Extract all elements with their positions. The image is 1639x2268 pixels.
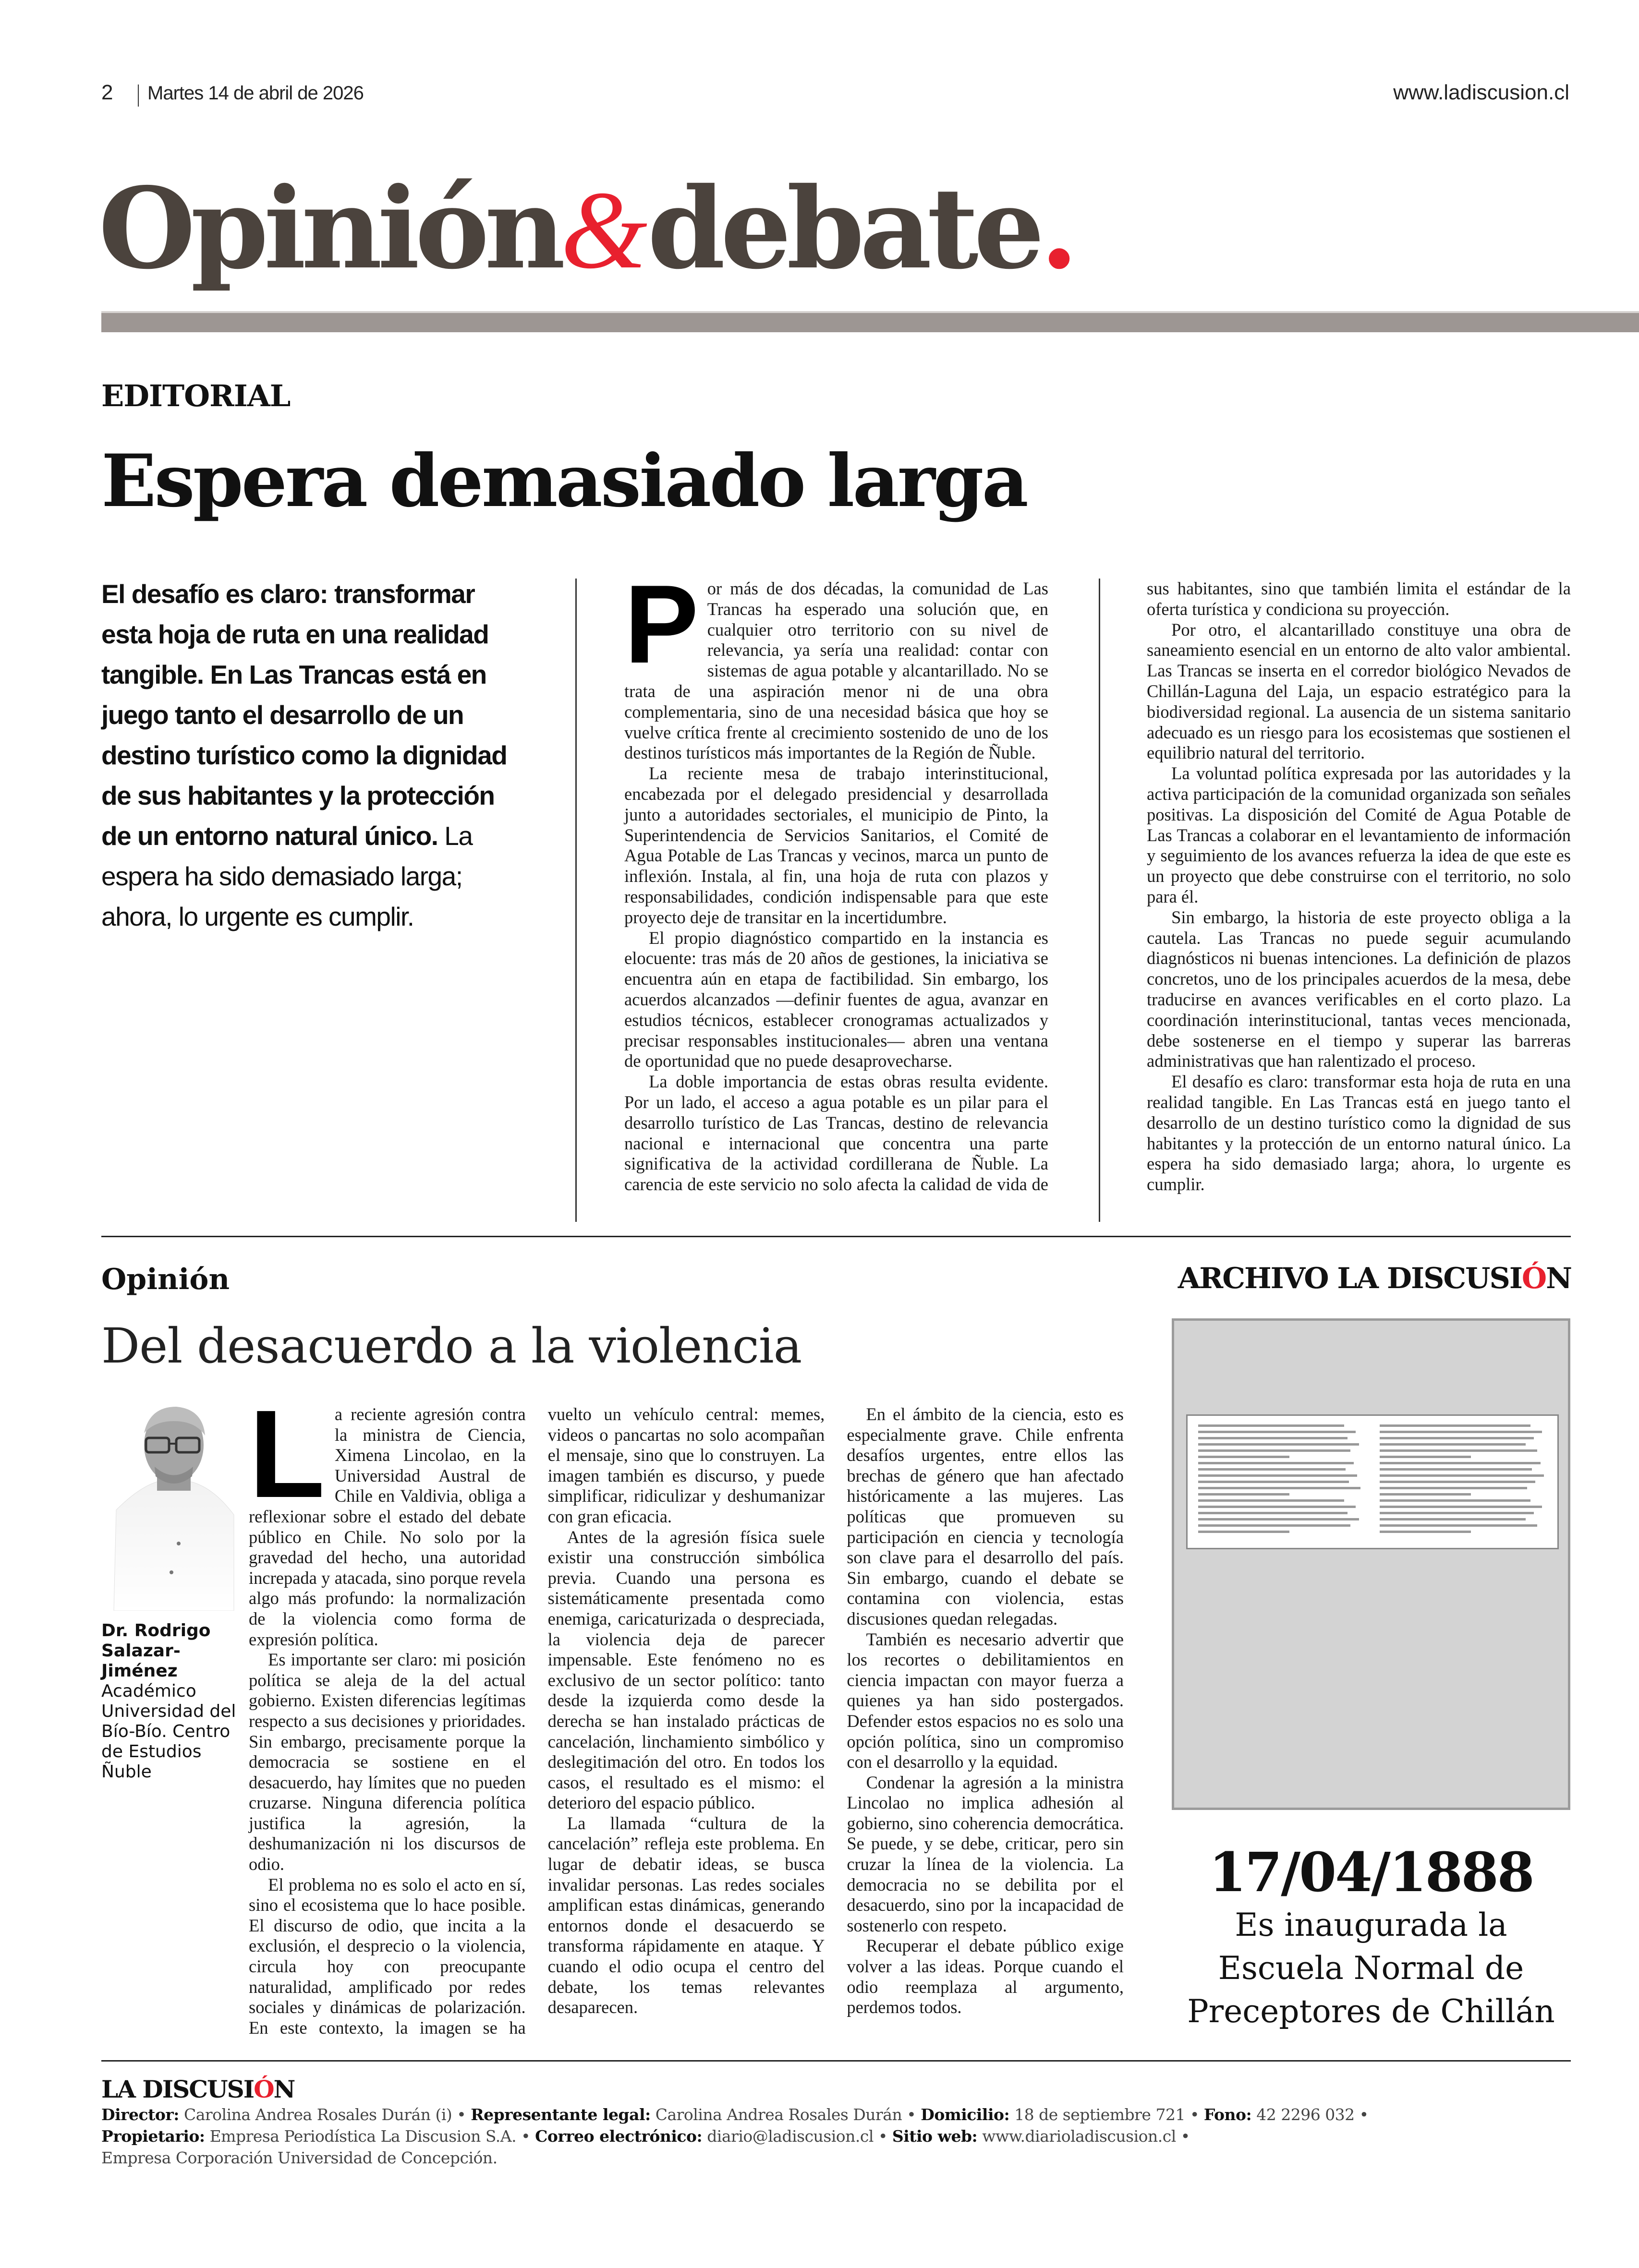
clipping-text-line [1380, 1499, 1530, 1502]
section-title-dot: . [1040, 163, 1074, 294]
label: Propietario: [101, 2127, 205, 2146]
masthead-line-1: Director: Carolina Andrea Rosales Durán (i) • Representante legal: Carolina Andrea Rosales Durán • Domicilio: 18 de septiembre 721 • Fono: 42 2296 032 • [101, 2105, 1369, 2124]
clipping-text-line [1198, 1468, 1346, 1471]
owner: Empresa Periodística La Discusion S.A. [209, 2127, 517, 2146]
archive-clipping-image [1172, 1318, 1570, 1810]
phone: 42 2296 032 [1256, 2105, 1355, 2124]
clipping-text-line [1198, 1456, 1289, 1458]
section-divider-bar [101, 311, 1639, 332]
clipping-text-line [1380, 1524, 1537, 1527]
clipping-text-line [1198, 1499, 1344, 1502]
editorial-paragraph: La reciente mesa de trabajo interinstitucional, encabezada por el delegado presidencial y desarrollada junto a autoridades sectoriales, el municipio de Pinto, la Superintendencia de Servicios Sanitarios, el Comité de Agua Potable de Las Trancas y vecinos, marca un punto de inflexión. Instala, al fin, una hoja de ruta con plazos y responsabilidades, condición indispensable para que este proyecto deje de transitar en la incertidumbre. [624, 763, 1048, 927]
drop-cap: L [249, 1385, 325, 1524]
clipping-text-line [1380, 1493, 1471, 1496]
clipping-text-line [1380, 1506, 1542, 1508]
caption-line: Es inaugurada la [1235, 1906, 1507, 1943]
legal-representative: Carolina Andrea Rosales Durán [655, 2105, 902, 2124]
clipping-text-line [1380, 1456, 1471, 1458]
page-number: 2 [101, 81, 113, 104]
clipping-text-line [1380, 1531, 1471, 1533]
opinion-paragraph: Antes de la agresión física suele existir una construcción simbólica previa. Cuando una persona es sistemáticamente presentada como enemiga, caricaturizada o despreciada, la violencia deja de parecer impensable. Este fenómeno no es exclusivo de un sector político: tanto desde la izquierda como desde la derecha se han instalado prácticas de cancelación, linchamiento simbólico y deslegitimación del otro. En todos los casos, el resultado es el mismo: el deterioro del espacio público. [547, 1527, 825, 1813]
clipping-text-line [1198, 1449, 1350, 1452]
opinion-paragraph: La llamada “cultura de la cancelación” refleja este problema. En lugar de debatir ideas, se busca invalidar personas. Las redes sociales amplifican estas dinámicas, generando entornos donde el desacuerdo se transforma rápidamente en ataque. Y cuando el odio ocupa el centro del debate, los temas relevantes desaparecen. [547, 1813, 825, 2017]
page-header [101, 81, 1569, 109]
archive-title-end: N [1546, 1262, 1571, 1295]
editorial-headline: Espera demasiado larga [101, 439, 1027, 523]
editorial-lede [101, 574, 524, 937]
opinion-paragraph: Es importante ser claro: mi posición política se aleja de la del actual gobierno. Existen diferencias legítimas respecto a sus decisiones y prioridades. Sin embargo, precisamente porque la democracia se sostiene en el desacuerdo, hay límites que no pueden cruzarse. Ninguna diferencia política justifica la agresión, la deshumanización ni los discursos de odio. [249, 1650, 526, 1874]
section-title-debate: debate [647, 163, 1040, 294]
clipping-text-line [1198, 1493, 1289, 1496]
editorial-paragraph: El propio diagnóstico compartido en la instancia es elocuente: tras más de 20 años de gestiones, la iniciativa se encuentra aún en etapa de factibilidad. Sin embargo, los acuerdos alcanzados —definir fuentes de agua, avanzar en estudios técnicos, establecer cronogramas actualizados y precisar responsables institucionales— abren una ventana de oportunidad que no puede desaprovecharse. [624, 928, 1048, 1071]
section-title-opinion: Opinión [98, 163, 561, 294]
paragraph-text: a reciente agresión contra la ministra de Ciencia, Ximena Lincolao, en la Universidad Austral de Chile en Valdivia, obliga a reflexionar sobre el estado del debate público en Chile. No solo por la gravedad del hecho, una autoridad increpada y atacada, sino porque revela algo más profundo: la normalización de la violencia como forma de expresión política. [249, 1404, 526, 1649]
opinion-headline: Del desacuerdo a la violencia [101, 1318, 802, 1374]
author-name: Dr. Rodrigo [101, 1621, 211, 1641]
clipping-text-line [1380, 1443, 1526, 1446]
clipping-text-line [1198, 1474, 1357, 1477]
logo-text: LA DISCUSI [101, 2075, 254, 2103]
clipping-text-line [1198, 1512, 1348, 1514]
clipping-text-line [1380, 1474, 1544, 1477]
footer-logo [101, 2075, 294, 2103]
logo-accent: Ó [254, 2075, 274, 2103]
label: Correo electrónico: [535, 2127, 703, 2146]
header-divider [138, 84, 139, 107]
clipping-text-line [1198, 1518, 1359, 1520]
opinion-paragraph: El problema no es solo el acto en sí, sino el ecosistema que lo hace posible. El discurso de odio, que incita a la exclusión, el desprecio o la violencia, circula hoy con preocupante naturalidad, amplificado por redes sociales y dinámicas de polarización. En este contexto, la imagen se ha vuelto un vehículo central: memes, videos o pancartas no solo acompañan el mensaje, sino que lo construyen. La imagen también es discurso, y puede simplificar, ridiculizar y deshumanizar con gran eficacia. [249, 1404, 825, 2038]
section-title [98, 163, 1074, 294]
clipping-text-line [1198, 1531, 1289, 1533]
paragraph-text: or más de dos décadas, la comunidad de Las Trancas ha esperado una solución que, en cualquier otro territorio con su nivel de relevancia, ya sería una realidad: contar con sistemas de agua potable y alcantarillado. No se trata de una aspiración menor ni de una obra complementaria, sino de una necesidad básica que hoy se vuelve crítica frente al crecimiento sostenido de uno de los destinos turísticos más importantes de la Región de Ñuble. [624, 579, 1048, 763]
author-affiliation: Académico Universidad del Bío-Bío. Centro de Estudios Ñuble [101, 1681, 236, 1782]
editorial-kicker: EDITORIAL [101, 378, 291, 413]
section-title-ampersand: & [560, 169, 648, 292]
author-photo [111, 1399, 236, 1611]
opinion-paragraph: Recuperar el debate público exige volver a las ideas. Porque cuando el odio reemplaza al argumento, perdemos todos. [847, 1936, 1124, 2017]
footer-rule [101, 2060, 1571, 2062]
author-byline [101, 1621, 241, 1782]
column-rule [575, 579, 577, 1222]
clipping-text-line [1380, 1518, 1526, 1520]
clipping-column [1380, 1424, 1545, 1537]
label: Sitio web: [892, 2127, 978, 2146]
archive-title-accent: Ó [1521, 1262, 1546, 1295]
clipping-text-line [1198, 1524, 1350, 1527]
section-rule [101, 1236, 1571, 1237]
lede-bold: El desafío es claro: transformar esta hoja de ruta en una realidad tangible. En Las Trancas está en juego tanto el desarrollo de un destino turístico como la dignidad de sus habitantes y la protección de un entorno natural único. [101, 579, 507, 851]
opinion-paragraph: En el ámbito de la ciencia, esto es especialmente grave. Chile enfrenta desafíos urgentes, entre ellos las brechas de género que han afectado históricamente a las mujeres. Las políticas que promueven su participación en ciencia y tecnología son clave para el desarrollo del país. Sin embargo, cuando el debate se contamina con violencia, estas discusiones quedan relegadas. [847, 1404, 1124, 1629]
clipping-column [1198, 1424, 1364, 1537]
archive-caption [1172, 1904, 1570, 2033]
clipping-text-line [1198, 1424, 1344, 1427]
label: Representante legal: [471, 2105, 651, 2124]
editorial-paragraph: Por otro, el alcantarillado constituye una obra de saneamiento esencial en un entorno de alto valor ambiental. Las Trancas se inserta en el corredor biológico Nevados de Chillán-Laguna del Laja, un espacio estratégico para la biodiversidad regional. La ausencia de un sistema sanitario adecuado es un riesgo para los ecosistemas que sostienen el equilibrio natural del territorio. [1147, 619, 1571, 763]
address: 18 de septiembre 721 [1014, 2105, 1185, 2124]
clipping-text-line [1198, 1481, 1349, 1483]
website-link[interactable]: www.diarioladiscusion.cl [982, 2127, 1176, 2146]
archive-title [1178, 1262, 1571, 1295]
clipping-text-line [1380, 1487, 1527, 1489]
director: Carolina Andrea Rosales Durán (i) [183, 2105, 452, 2124]
clipping-text-line [1198, 1437, 1348, 1439]
clipping-text-line [1198, 1506, 1356, 1508]
editorial-body [624, 562, 1571, 1222]
issue-date: Martes 14 de abril de 2026 [147, 83, 364, 104]
clipping-text-line [1380, 1481, 1535, 1483]
opinion-paragraph: También es necesario advertir que los recortes o debilitamientos en ciencia impactan con mayor fuerza a quienes ya han sido postergados. Defender estos espacios no es solo una opción política, sino un compromiso con el desarrollo y la equidad. [847, 1629, 1124, 1772]
clipping-text-line [1198, 1443, 1359, 1446]
clipping-text-line [1198, 1487, 1360, 1489]
clipping-text-line [1380, 1462, 1541, 1464]
clipping-text-line [1198, 1431, 1356, 1433]
email-link[interactable]: diario@ladiscusion.cl [707, 2127, 874, 2146]
drop-cap: P [624, 562, 699, 687]
masthead-line-2: Propietario: Empresa Periodística La Discusion S.A. • Correo electrónico: diario@ladiscusion.cl • Sitio web: www.diarioladiscusion.cl • [101, 2127, 1190, 2146]
caption-line: Escuela Normal de [1218, 1950, 1524, 1987]
masthead-line-3: Empresa Corporación Universidad de Concepción. [101, 2148, 498, 2167]
label: Fono: [1203, 2105, 1252, 2124]
clipping-text-line [1380, 1437, 1534, 1439]
archive-title-text: ARCHIVO LA DISCUSI [1178, 1262, 1522, 1295]
caption-line: Preceptores de Chillán [1187, 1993, 1555, 2030]
label: Director: [101, 2105, 179, 2124]
clipping-text-line [1380, 1468, 1532, 1471]
editorial-paragraph: El desafío es claro: transformar esta hoja de ruta en una realidad tangible. En Las Trancas está en juego tanto el desarrollo de un destino turístico como la dignidad de sus habitantes y la protección de un entorno natural único. La espera ha sido demasiado larga; ahora, lo urgente es cumplir. [1147, 1072, 1571, 1194]
logo-end: N [273, 2075, 295, 2103]
lede-regular: La espera ha sido demasiado larga; ahora, lo urgente es cumplir. [101, 821, 473, 931]
opinion-body [249, 1385, 1124, 2045]
editorial-paragraph [624, 562, 1048, 763]
newspaper-clipping [1186, 1414, 1559, 1549]
author-name: Jiménez [101, 1661, 178, 1681]
author-name: Salazar- [101, 1641, 181, 1661]
clipping-text-line [1380, 1424, 1530, 1427]
editorial-paragraph: La doble importancia de estas obras resulta evidente. Por un lado, el acceso a agua potable es un pilar para el desarrollo turístico de Las Trancas, destino de relevancia nacional e internacional que concentra una parte significativa de la actividad cordillerana de Ñuble. La carencia de este servicio no solo afecta la calidad de vida de sus habitantes, sino que también limita el estándar de la oferta turística y condiciona su proyección. [624, 579, 1571, 1194]
clipping-text-line [1198, 1462, 1354, 1464]
clipping-text-line [1380, 1431, 1542, 1433]
editorial-paragraph: Sin embargo, la historia de este proyecto obliga a la cautela. Las Trancas no puede seguir acumulando diagnósticos ni buenas intenciones. La definición de plazos concretos, uno de los principales acuerdos de la mesa, debe traducirse en avances verificables en el corto plazo. La coordinación interinstitucional, tantas veces mencionada, debe sostenerse en el tiempo y superar las barreras administrativas que han ralentizado el proceso. [1147, 907, 1571, 1071]
opinion-kicker: Opinión [101, 1263, 230, 1296]
opinion-paragraph [249, 1385, 526, 1650]
site-url[interactable]: www.ladiscusion.cl [1393, 81, 1569, 104]
editorial-paragraph: La voluntad política expresada por las autoridades y la activa participación de la comunidad organizada son señales positivas. La disposición del Comité de Agua Potable de Las Trancas a colaborar en el levantamiento de información y seguimiento de los avances refuerza la idea de que este es un proyecto que debe construirse con el territorio, no solo para él. [1147, 763, 1571, 906]
opinion-paragraph: Condenar la agresión a la ministra Lincolao no implica adhesión al gobierno, sino coherencia democrática. Se puede, y se debe, criticar, pero sin cruzar la línea de la violencia. La democracia no se debilita por el desacuerdo, sino por la incapacidad de sostenerlo con respeto. [847, 1772, 1124, 1935]
archive-date: 17/04/1888 [1209, 1841, 1533, 1904]
clipping-text-line [1380, 1449, 1537, 1452]
clipping-text-line [1380, 1512, 1534, 1514]
label: Domicilio: [921, 2105, 1010, 2124]
